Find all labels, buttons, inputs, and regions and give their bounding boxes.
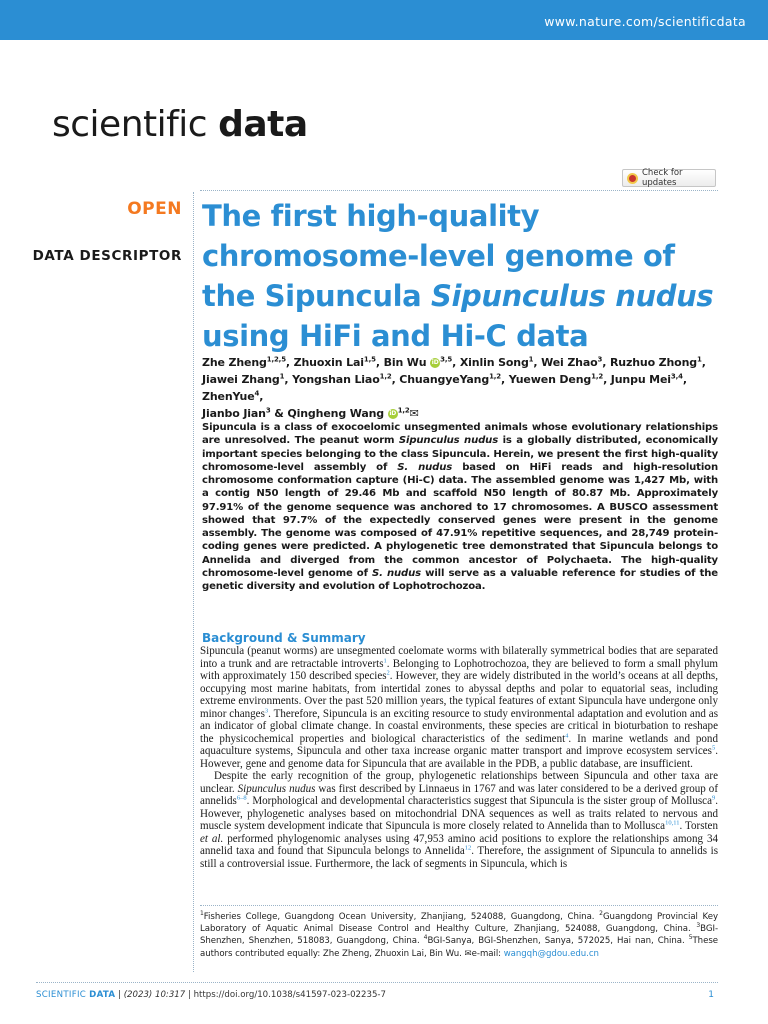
orcid-icon[interactable]: iD: [389, 410, 397, 417]
paragraph: Sipuncula (peanut worms) are unsegmented coelomate worms with bilaterally symmetrical bodies that are separated into a trunk and are retractable introverts$^1$. Belonging to Lophotrochozoa, they are believed to form a small phylum with approximately 150 described species$^2$. However, they are widely distributed in the world’s oceans at all depths, occupying most marine habitats, from intertidal zones to abyssal depths and polar to equatorial seas, including extreme environments. Over the past 520 million years, the typical features of extant Sipuncula have undergone only minor changes$^3$. Therefore, Sipuncula is an exciting resource to study environmental adaptation and evolution and as an indicator of global climate change. In coastal environments, these species are critical in bioturbation to reshape the physicochemical properties and biological characteristics of the sediment$^4$. In marine wetlands and pond aquaculture systems, Sipuncula and other taxa increase organic matter transport and improve ecosystem services$^5$. However, gene and genome data for Sipuncula that are available in the PDB, a public database, are insufficient.: [200, 645, 718, 770]
footer-divider: [36, 982, 718, 983]
author-name[interactable]: Junpu Mei: [610, 373, 671, 386]
paragraph: Despite the early recognition of the group, phylogenetic relationships between Sipuncula and other taxa are unclear. Sipunculus nudus was first described by Linnaeus in 1767 and was later considered to be a derived group of annelids$^{6-8}$. Morphological and developmental characteristics suggest that Sipuncula is the sister group of Mollusca$^9$. However, phylogenetic analyses based on mitochondrial DNA sequences as well as traits related to nervous and muscle system development indicate that Sipuncula is more closely related to Annelida than to Mollusca$^{10,11}$. Torsten et al. performed phylogenomic analyses using 47,953 amino acid positions to explore the relationships among 34 annelid taxa and found that Sipuncula belongs to Annelida$^{12}$. Therefore, the assignment of Sipuncula to annelids is still a controversial issue. Furthermore, the lack of segments in Sipuncula, which is: [200, 770, 718, 870]
check-for-updates-label: Check for updates: [642, 168, 683, 188]
author-name[interactable]: Jianbo Jian: [202, 407, 266, 420]
affiliations: $^1$Fisheries College, Guangdong Ocean University, Zhanjiang, 524088, Guangdong, China. $^2$Guangdong Provincial Key Laboratory of Aquatic Animal Disease Control and Healthy Culture, Zhanjiang, 524088, Guangdong, China. $^3$BGI-Shenzhen, Shenzhen, 518083, Guangdong, China. $^4$BGI-Sanya, BGI-Shenzhen, Sanya, 572025, Hai nan, China. $^5$These authors contributed equally: Zhe Zheng, Zhuoxin Lai, Bin Wu. ✉e-mail: wangqh@gdou.edu.cn: [200, 910, 718, 959]
journal-logo-bold: data: [218, 104, 308, 145]
author-name[interactable]: ChuangyeYang: [399, 373, 490, 386]
orcid-icon[interactable]: iD: [431, 359, 439, 366]
citation-link[interactable]: 9: [711, 794, 716, 802]
author-list: Zhe Zheng$^{1,2,5}$, Zhuoxin Lai$^{1,5}$, Bin Wu iD $^{3,5}$, Xinlin Song$^1$, Wei Zhao$^3$, Ruzhuo Zhong$^1$, Jiawei Zhang$^1$, Yongshan Liao$^{1,2}$, ChuangyeYang$^{1,2}$, Yuewen Deng$^{1,2}$, Junpu Mei$^{3,4}$, ZhenYue$^4$, Jianbo Jian$^3$ & Qingheng Wang iD $^{1,2}$✉: [202, 355, 706, 420]
page-number: 1: [708, 990, 714, 1000]
mail-icon[interactable]: ✉: [409, 407, 419, 420]
page-footer: SCIENTIFIC DATA | (2023) 10:317 | https://doi.org/10.1038/s41597-023-02235-7: [36, 990, 386, 1000]
footer-journal-name: SCIENTIFIC DATA: [36, 990, 116, 1000]
citation-link[interactable]: 4: [565, 731, 569, 739]
author-name[interactable]: Bin Wu: [383, 356, 427, 369]
mail-icon: ✉: [464, 948, 472, 959]
citation-link[interactable]: 10,11: [665, 819, 680, 827]
author-name[interactable]: Jiawei Zhang: [202, 373, 280, 386]
author-name[interactable]: Ruzhuo Zhong: [609, 356, 697, 369]
author-name[interactable]: ZhenYue: [202, 390, 255, 403]
citation-link[interactable]: 5: [711, 744, 716, 752]
citation-link[interactable]: 2: [386, 669, 390, 677]
header-divider: [200, 190, 718, 191]
journal-logo-light: scientific: [52, 104, 208, 145]
author-name[interactable]: Yongshan Liao: [292, 373, 380, 386]
author-name[interactable]: Yuewen Deng: [508, 373, 592, 386]
email-link[interactable]: wangqh@gdou.edu.cn: [503, 948, 599, 959]
author-name[interactable]: Xinlin Song: [459, 356, 529, 369]
body-text: [200, 645, 718, 870]
author-name[interactable]: Zhuoxin Lai: [293, 356, 364, 369]
column-divider: [193, 192, 194, 972]
abstract: Sipuncula is a class of exocoelomic unsegmented animals whose evolutionary relationships are unresolved. The peanut worm Sipunculus nudus is a globally distributed, economically important species belonging to the class Sipuncula. Herein, we present the first high-quality chromosome-level assembly of S. nudus based on HiFi reads and high-resolution chromosome conformation capture (Hi-C) data. The assembled genome was 1,427 Mb, with a contig N50 length of 29.46 Mb and scaffold N50 length of 80.87 Mb. Approximately 97.91% of the genome sequence was anchored to 17 chromosomes. A BUSCO assessment showed that 97.7% of the expectedly conserved genes were present in the genome assembly. The genome was composed of 47.91% repetitive sequences, and 28,749 protein-coding genes were predicted. A phylogenetic tree demonstrated that Sipuncula belongs to Annelida and diverged from the common ancestor of Polychaeta. The high-quality chromosome-level genome of S. nudus will serve as a valuable reference for studies of the genetic diversity and evolution of Lophotrochozoa.: [202, 422, 718, 592]
affiliation-divider: [200, 905, 718, 906]
journal-url-link[interactable]: www.nature.com/scientificdata: [544, 14, 746, 29]
footer-citation: (2023) 10:317: [123, 990, 186, 1000]
top-banner: [0, 0, 768, 40]
citation-link[interactable]: 1: [383, 656, 387, 664]
citation-link[interactable]: 12: [464, 844, 472, 852]
citation-link[interactable]: 3: [264, 706, 269, 714]
section-heading: Background & Summary: [202, 631, 366, 645]
species-name: Sipunculus nudus: [431, 279, 714, 313]
crossmark-icon: [627, 173, 638, 184]
article-type-label: DATA DESCRIPTOR: [32, 248, 182, 264]
journal-logo[interactable]: [52, 104, 308, 145]
author-name[interactable]: Zhe Zheng: [202, 356, 267, 369]
citation-link[interactable]: 6–8: [236, 794, 247, 802]
author-name[interactable]: Qingheng Wang: [287, 407, 384, 420]
article-title: The first high-quality chromosome-level genome of the Sipuncula Sipunculus nudus using HiFi and Hi-C data: [202, 199, 714, 353]
doi-link[interactable]: | https://doi.org/10.1038/s41597-023-02235-7: [185, 990, 386, 1000]
open-access-label: OPEN: [127, 199, 182, 219]
author-name[interactable]: Wei Zhao: [541, 356, 598, 369]
check-for-updates-button[interactable]: [622, 169, 716, 187]
